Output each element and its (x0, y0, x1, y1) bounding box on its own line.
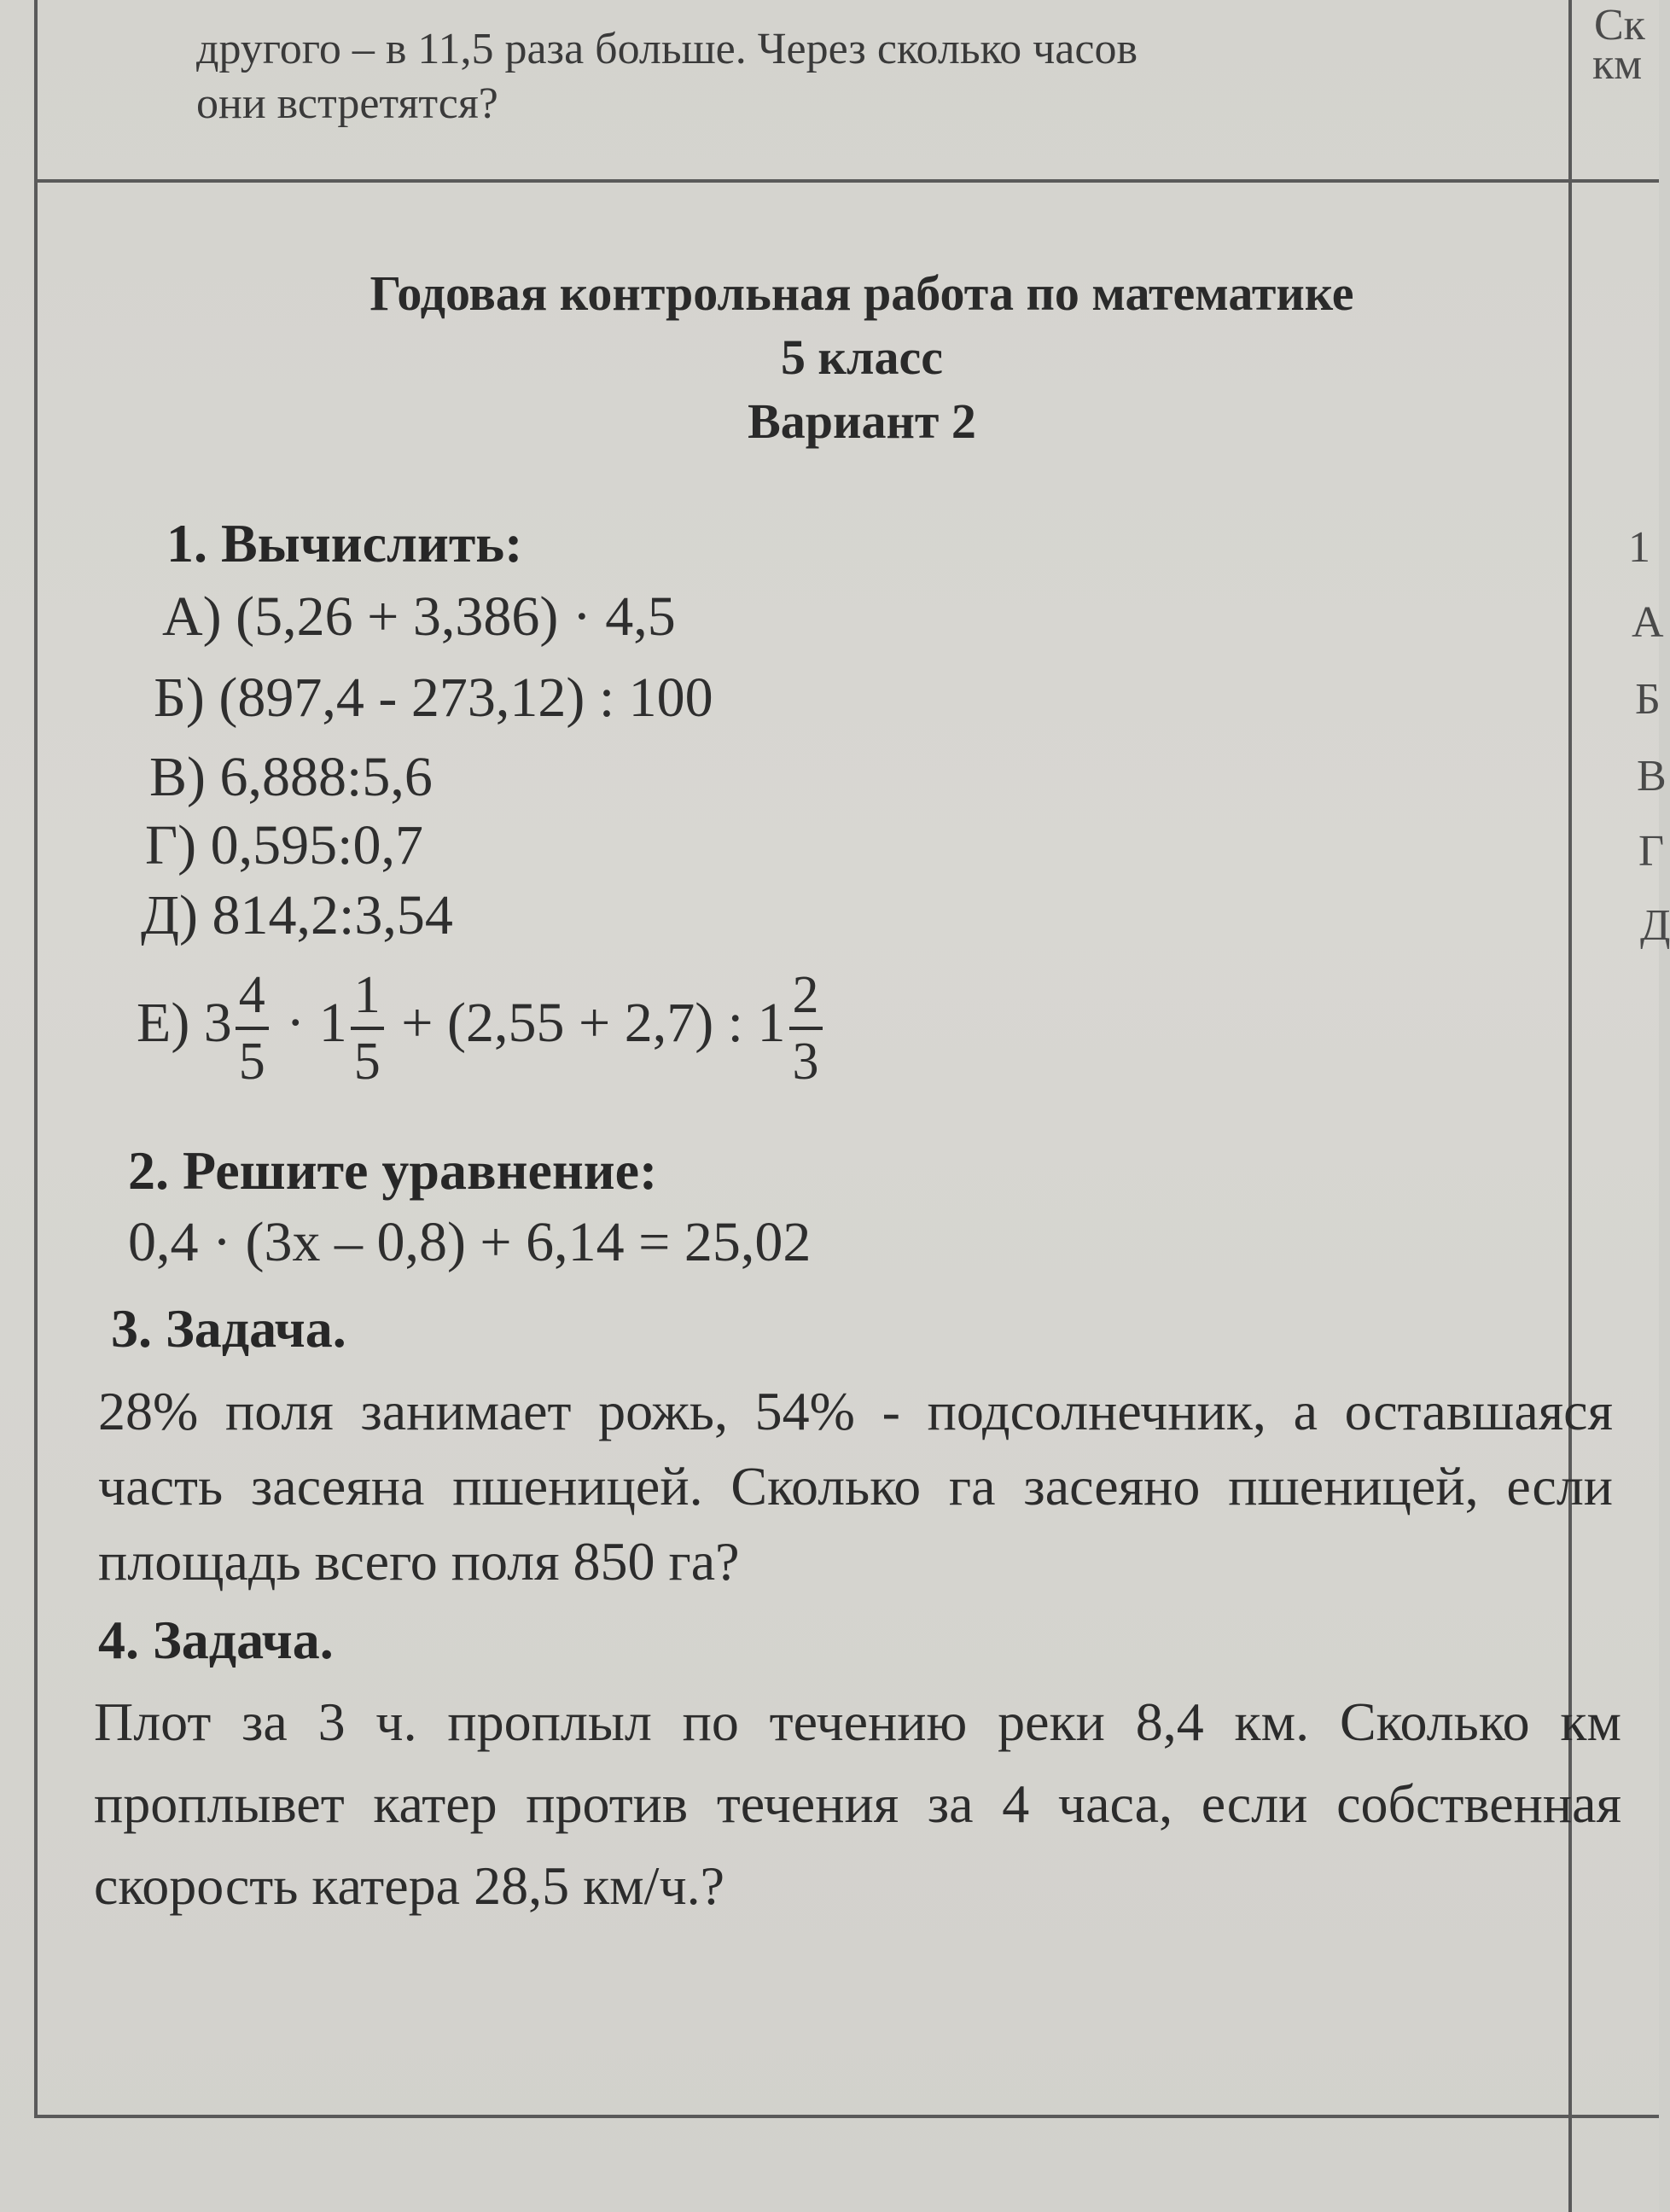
variant-label: Вариант 2 (748, 393, 976, 449)
task1-item-e (137, 966, 826, 1091)
neighbor-column-fragment: км (1592, 40, 1643, 89)
left-border-line (34, 0, 38, 2116)
task1-item-v: В) 6,888:5,6 (149, 746, 433, 808)
task1-heading: 1. Вычислить: (166, 513, 523, 573)
neighbor-column-glyph: Г (1638, 827, 1665, 876)
task1-item-g: Г) 0,595:0,7 (145, 814, 423, 876)
task3-text: 28% поля занимает рожь, 54% - подсолнечник, а оставшаяся часть засеяна пшеницей. Сколько га засеяно пшеницей, если площадь всего поля 850 га? (98, 1381, 1613, 1592)
neighbor-column-glyph: Д (1640, 901, 1670, 950)
task1-item-a: А) (5,26 + 3,386) · 4,5 (162, 585, 676, 648)
neighbor-column-glyph: Б (1635, 675, 1661, 724)
task1-item-e-middle: · 1 (286, 992, 347, 1055)
task1-item-e-label: Е) 3 (137, 992, 232, 1055)
neighbor-column-glyph: А (1632, 598, 1664, 647)
fraction-denominator: 3 (792, 1033, 819, 1091)
task4-text: Плот за 3 ч. проплыл по течению реки 8,4 км. Сколько км проплывет катер против течения за 4 часа, если собственная скорость катера 28,5 км/ч.? (94, 1691, 1621, 1916)
task4-heading: 4. Задача. (98, 1610, 334, 1670)
fraction-denominator: 5 (238, 1033, 265, 1091)
fraction-numerator: 4 (236, 969, 269, 1030)
neighbor-column-glyph: В (1637, 752, 1667, 800)
task3-heading: 3. Задача. (111, 1298, 346, 1359)
task1-item-b: Б) (897,4 - 273,12) : 100 (154, 667, 713, 729)
previous-task-line-1: другого – в 11,5 раза больше. Через сколько часов (196, 25, 1138, 73)
fraction-denominator: 5 (353, 1033, 381, 1091)
fraction-numerator: 1 (351, 969, 384, 1030)
bottom-border-line (34, 2115, 1659, 2118)
task1-item-d: Д) 814,2:3,54 (141, 884, 453, 946)
task2-heading: 2. Решите уравнение: (128, 1140, 658, 1201)
neighbor-column-fragment: Ск (1594, 1, 1645, 49)
task1-item-e-tail: + (2,55 + 2,7) : 1 (401, 992, 786, 1055)
fraction (236, 966, 269, 1091)
neighbor-column-glyph: 1 (1628, 523, 1650, 572)
row-divider-line (34, 179, 1659, 183)
previous-task-line-2: они встретятся? (196, 79, 498, 128)
grade-label: 5 класс (781, 329, 943, 385)
fraction (351, 966, 384, 1091)
worksheet-title: Годовая контрольная работа по математике (369, 265, 1354, 321)
task2-equation: 0,4 · (3x – 0,8) + 6,14 = 25,02 (128, 1211, 812, 1273)
fraction-numerator: 2 (789, 969, 823, 1030)
fraction (789, 966, 823, 1091)
